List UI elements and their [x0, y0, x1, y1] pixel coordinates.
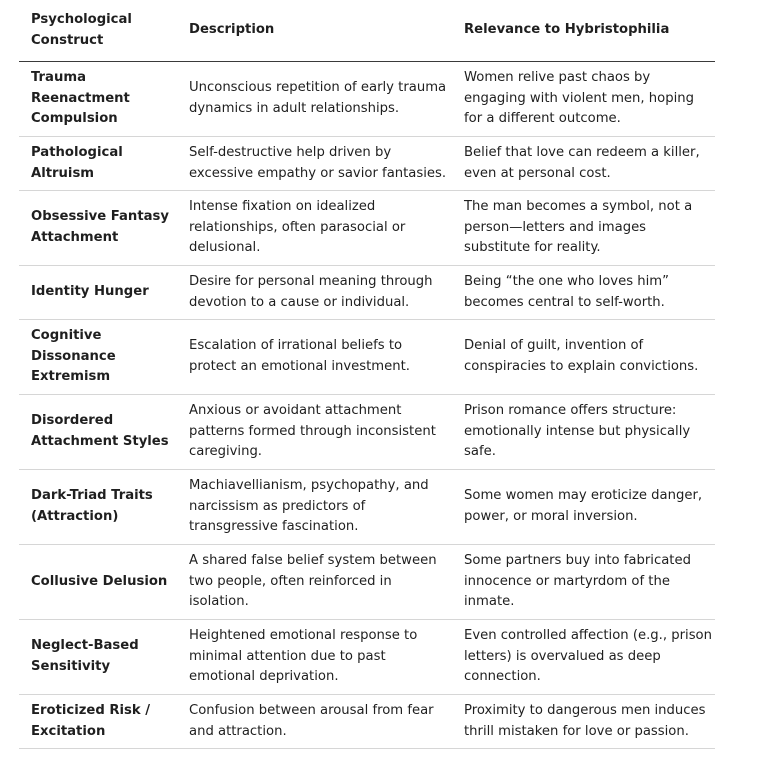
table-row: [19, 191, 715, 266]
relevance-cell: Denial of guilt, invention of conspiracies to explain convictions.: [452, 320, 715, 395]
relevance-cell: Belief that love can redeem a killer, even at personal cost.: [452, 137, 715, 191]
relevance-cell: Being “the one who loves him” becomes central to self-worth.: [452, 266, 715, 320]
description-cell: Desire for personal meaning through devotion to a cause or individual.: [177, 266, 452, 320]
table-row: [19, 620, 715, 695]
header-description: Description: [177, 0, 452, 62]
description-cell: Machiavellianism, psychopathy, and narcissism as predictors of transgressive fascination.: [177, 470, 452, 545]
relevance-cell: Some women may eroticize danger, power, or moral inversion.: [452, 470, 715, 545]
table-row: [19, 266, 715, 320]
construct-cell: Disordered Attachment Styles: [19, 395, 177, 470]
relevance-cell: Prison romance offers structure: emotionally intense but physically safe.: [452, 395, 715, 470]
table-row: [19, 695, 715, 749]
relevance-cell: Some partners buy into fabricated innocence or martyrdom of the inmate.: [452, 545, 715, 620]
description-cell: Self-destructive help driven by excessive empathy or savior fantasies.: [177, 137, 452, 191]
relevance-cell: Proximity to dangerous men induces thrill mistaken for love or passion.: [452, 695, 715, 749]
constructs-table-container: [19, 0, 715, 749]
construct-cell: Dark-Triad Traits (Attraction): [19, 470, 177, 545]
construct-cell: Identity Hunger: [19, 266, 177, 320]
description-cell: Anxious or avoidant attachment patterns formed through inconsistent caregiving.: [177, 395, 452, 470]
relevance-cell: Women relive past chaos by engaging with violent men, hoping for a different outcome.: [452, 62, 715, 137]
table-row: [19, 545, 715, 620]
header-construct: Psychological Construct: [19, 0, 177, 62]
header-relevance: Relevance to Hybristophilia: [452, 0, 715, 62]
description-cell: Unconscious repetition of early trauma dynamics in adult relationships.: [177, 62, 452, 137]
table-row: [19, 137, 715, 191]
description-cell: Escalation of irrational beliefs to protect an emotional investment.: [177, 320, 452, 395]
table-row: [19, 395, 715, 470]
table-row: [19, 470, 715, 545]
description-cell: Intense fixation on idealized relationships, often parasocial or delusional.: [177, 191, 452, 266]
table-header-row: [19, 0, 715, 62]
construct-cell: Obsessive Fantasy Attachment: [19, 191, 177, 266]
construct-cell: Eroticized Risk / Excitation: [19, 695, 177, 749]
construct-cell: Cognitive Dissonance Extremism: [19, 320, 177, 395]
table-row: [19, 320, 715, 395]
relevance-cell: The man becomes a symbol, not a person—letters and images substitute for reality.: [452, 191, 715, 266]
construct-cell: Neglect-Based Sensitivity: [19, 620, 177, 695]
description-cell: Confusion between arousal from fear and attraction.: [177, 695, 452, 749]
construct-cell: Trauma Reenactment Compulsion: [19, 62, 177, 137]
relevance-cell: Even controlled affection (e.g., prison letters) is overvalued as deep connection.: [452, 620, 715, 695]
table-row: [19, 62, 715, 137]
construct-cell: Collusive Delusion: [19, 545, 177, 620]
construct-cell: Pathological Altruism: [19, 137, 177, 191]
description-cell: Heightened emotional response to minimal attention due to past emotional deprivation.: [177, 620, 452, 695]
constructs-table: [19, 0, 715, 749]
description-cell: A shared false belief system between two people, often reinforced in isolation.: [177, 545, 452, 620]
